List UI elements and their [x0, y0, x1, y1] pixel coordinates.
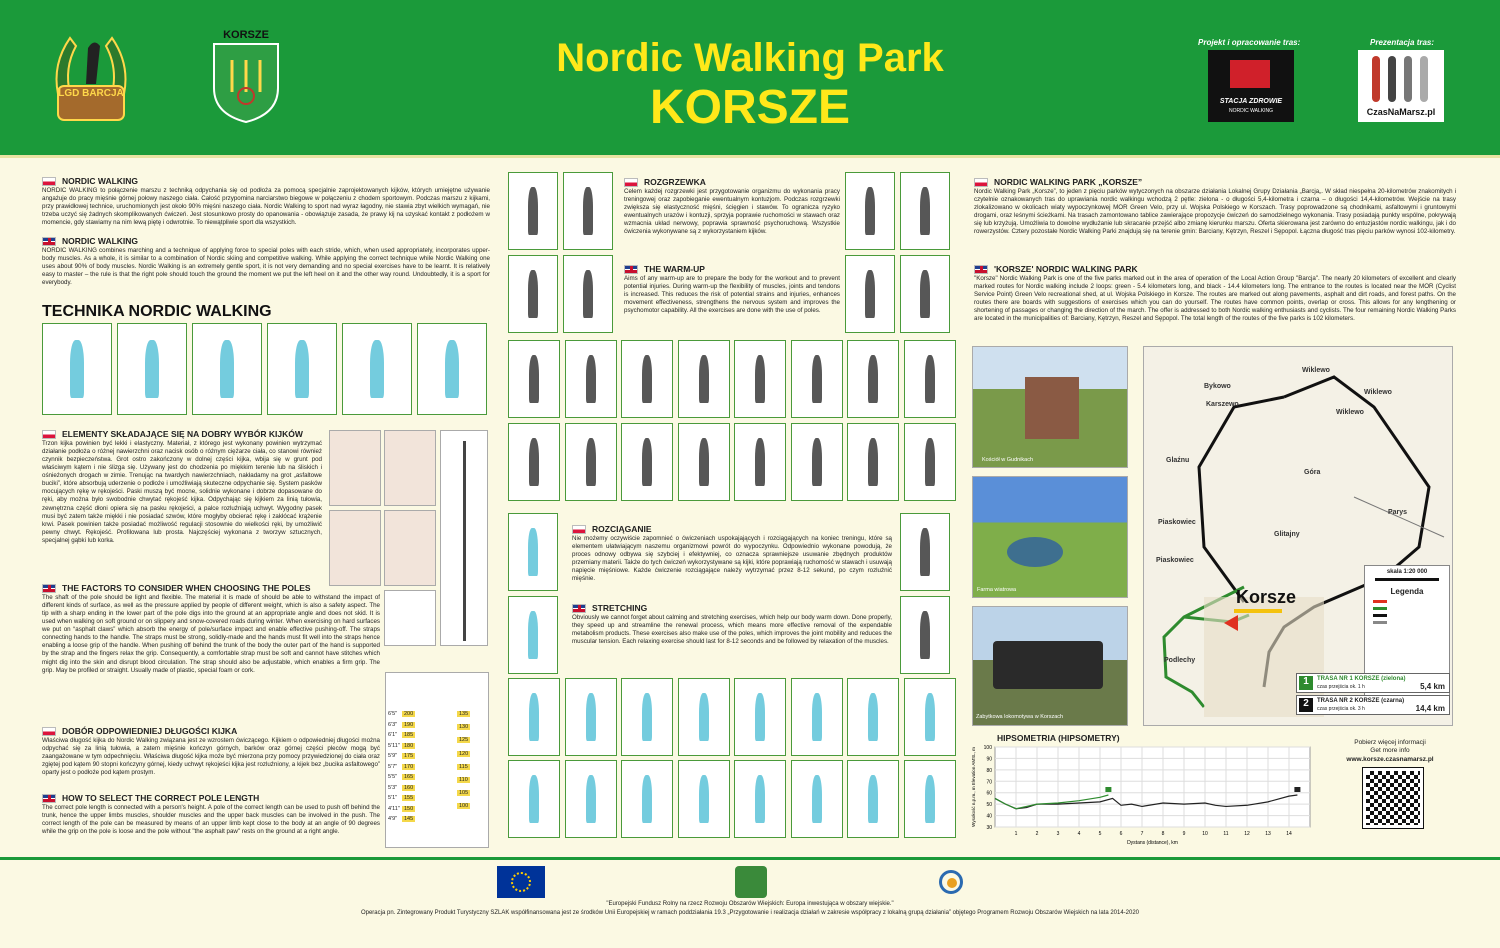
scale-value: 110 — [459, 777, 468, 783]
scale-value: 6'5" — [388, 711, 398, 717]
exercise-photo — [791, 423, 843, 501]
rozgrzewka-heading — [624, 177, 706, 187]
exercise-photo — [734, 760, 786, 838]
exercise-photo — [734, 340, 786, 418]
exercise-photo — [508, 678, 560, 756]
dobor-heading — [42, 726, 237, 736]
elementy-heading — [42, 429, 303, 439]
scale-value: 5'3" — [388, 784, 398, 791]
gb-flag-icon — [42, 237, 56, 246]
exercise-photo — [734, 678, 786, 756]
dobor-text: Właściwa długość kijka do Nordic Walking związana jest ze wzrostem ćwiczącego. Kijkiem o odpowiedniej długości można odpychać się za linią tułowia, a zatem mięśnie kończyn górnych, barków oraz górnej części pleców mogą być zaangażowane w tym odpechnięciu. Właściwa długość kijka może być mierzona przy pomocy przywiedzionej do ciała oraz zgiętej pod kątem 90 stopni kończyny górnej, kiedy uchwyt rękojeści kijka jest rozluźniony, a kijek bez „bucika asfaltowego” oparty jest o podłoże pod kątem prostym. — [42, 737, 380, 777]
pole-strap-photo — [384, 510, 436, 586]
legend-title: Legenda — [1390, 587, 1424, 596]
route1-number: 1 — [1299, 676, 1313, 690]
route1-name: TRASA NR 1 KORSZE (zielona) — [1317, 676, 1406, 682]
x-axis-label: Dystans (distance), km — [1127, 840, 1178, 846]
scale-value: 105 — [459, 790, 469, 797]
map-place-label: Glaźnu — [1166, 457, 1190, 464]
x-tick-label: 6 — [1119, 831, 1123, 837]
wind-farm-photo — [972, 476, 1128, 598]
scale-value: 175 — [404, 753, 414, 759]
route2-info — [1296, 695, 1450, 715]
exercise-photo — [904, 423, 956, 501]
stacja-sub: NORDIC WALKING — [1229, 108, 1273, 114]
map-place-label: Glitajny — [1274, 531, 1300, 538]
pole-grip-photo — [329, 430, 381, 506]
stretching-title: STRETCHING — [592, 603, 648, 613]
header-stripe — [0, 155, 1500, 158]
map-city-label: Korsze — [1236, 587, 1297, 607]
route1-length: 5,4 km — [1420, 682, 1445, 691]
exercise-photo — [508, 340, 560, 418]
rozciaganie-title: ROZCIĄGANIE — [592, 524, 652, 534]
exercise-photo — [845, 172, 895, 250]
stacja-zdrowie-logo — [1208, 50, 1294, 122]
park-pl-title: NORDIC WALKING PARK „KORSZE” — [994, 177, 1143, 187]
exercise-photo — [847, 760, 899, 838]
plot-area — [995, 747, 1310, 827]
technique-photo — [342, 323, 412, 415]
exercise-photo — [900, 172, 950, 250]
dobor-title: DOBÓR ODPOWIEDNIEJ DŁUGOŚCI KIJKA — [62, 726, 238, 736]
howto-text: The correct pole length is connected with a person's height. A pole of the correct length can be used to push off behind the trunk, hence the upper limbs muscles, shoulder muscles and the upper back muscles can be involved in the push. The correct length of the pole can be measured by means of an upper limb kept close to the body at an angle of 90 degrees while the grip on the pole is loose and the pole without "the asphalt paw" rests on the ground at a right angle. — [42, 804, 380, 836]
scale-label: skala 1:20 000 — [1386, 569, 1428, 575]
exercise-photo — [563, 172, 613, 250]
pl-flag-icon — [42, 430, 56, 439]
stacja-label: STACJA ZDROWIE — [1219, 98, 1283, 105]
rozciaganie-heading — [572, 524, 652, 534]
map-place-label: Parys — [1388, 509, 1408, 516]
pole-strap-photo — [329, 510, 381, 586]
lgd-barcja-logo — [50, 24, 132, 124]
park-pl-text: Nordic Walking Park „Korsze”, to jeden z pięciu parków wytyczonych na obszarze działania Lokalnej Grupy Działania „Barcja„. W skład niespełna 20-kilometrów znakomitych i czytelnie oznakowanych tras do uprawiania nordic walkingu wchodzą 2 pętle: zielona - o długości 5,4-kilometra i czarna – o długości 14,4-kilometrów. Wejście na trasy zlokalizowano w okolicach wiaty wypoczynkowej MOR Green Velo, przy ul. Wojska Polskiego w Korszach. Trasy poprowadzone są chodnikami, asfaltowymi i gruntowymi drogami, oraz leśnymi ścieżkami. Na trasach zamontowano tablice zawierające propozycje ćwiczeń do samodzielnego wykonania. Trasy posiadają punkty wspólne, pokrywają się lub krzyżują. Umożliwia to dowolne wydłużanie lub skracanie przejść albo zmianę kierunku marszu. Oferta skierowana jest zarówno do entuzjastów nordic walkingu, jak i do rowerzystów. Cztery pozostałe Nordic Walking Parki znajdują się na terenie gmin: Barciany, Kętrzyn, Reszel i Sępopol. Łączna długość tras pięciu parków wynosi 102-kilometry. — [974, 188, 1456, 236]
x-tick-label: 7 — [1140, 831, 1144, 837]
website-link[interactable]: www.korsze.czasnamarsz.pl — [1346, 756, 1434, 763]
page-title: Nordic Walking Park — [556, 36, 944, 80]
exercise-photo — [734, 423, 786, 501]
y-tick-label: 60 — [986, 790, 992, 797]
scale-value: 6'1" — [388, 732, 398, 738]
howto-heading — [42, 793, 259, 803]
exercise-photo — [791, 678, 843, 756]
technique-photo — [192, 323, 262, 415]
nw-pl-text: NORDIC WALKING to połączenie marszu z techniką odpychania się od podłoża za pomocą specjalnie zaprojektowanych kijków, których umiejętne używanie angażuje do pracy mięśnie górnej połowy naszego ciała. Całość przypomina narciarstwo biegowe w połączeniu z chodem sportowym. Podczas marszu z kijkami, przy prawidłowej technice, uruchomionych jest około 90% mięśni naszego ciała. Nordic Walking to sport nad wyraz łagodny, nie stawia zbyt wielkich wymagań, nie trzeba uczyć się żadnych skomplikowanych ćwiczeń. Jest stosunkowo prosty do opanowania - obowiązuje zasada, że prawy kij na uzyskać kontakt z podłożem w momencie, gdy stawiamy na nim lewą piętę i odwrotnie. To niewątpliwie sport dla wszystkich. — [42, 187, 490, 227]
gb-flag-icon — [42, 794, 56, 803]
scale-value: 115 — [459, 763, 468, 770]
scale-value: 165 — [404, 774, 414, 780]
footer-divider — [0, 857, 1500, 860]
map-place-label: Bykowo — [1204, 383, 1231, 390]
scale-value: 6'3" — [388, 721, 398, 728]
factors-heading — [42, 583, 311, 593]
pl-flag-icon — [42, 177, 56, 186]
czasnamarsz-logo — [1358, 50, 1444, 122]
y-axis-label: Wysokość n.p.m., m Elevation AMSL, m — [971, 747, 976, 827]
x-tick-label: 5 — [1098, 831, 1102, 837]
exercise-photo — [904, 678, 956, 756]
exercise-photo — [565, 760, 617, 838]
stretch-photo — [900, 513, 950, 591]
scale-value: 5'7" — [388, 763, 398, 770]
photo-caption: Zabytkowa lokomotywa w Korszach — [976, 714, 1064, 720]
photo-caption: Farma wiatrowa — [977, 587, 1017, 593]
scale-value: 150 — [404, 805, 414, 812]
scale-value: 135 — [459, 711, 469, 717]
pl-flag-icon — [572, 525, 586, 534]
nw-pl-heading — [42, 176, 138, 186]
scale-value: 190 — [404, 721, 414, 728]
exercise-photo — [563, 255, 613, 333]
exercise-photo — [791, 760, 843, 838]
x-tick-label: 4 — [1077, 831, 1081, 837]
map-place-label: Wiklewo — [1302, 367, 1330, 374]
nw-pl-title: NORDIC WALKING — [62, 176, 139, 186]
pl-flag-icon — [624, 178, 638, 187]
prezentacja-label: Prezentacja tras: — [1370, 38, 1435, 47]
route1-info — [1296, 673, 1450, 693]
korsze-coat-of-arms — [210, 28, 282, 124]
map-place-label: Karszewo — [1206, 401, 1239, 408]
scale-value: 160 — [404, 784, 414, 791]
czas-label: CzasNaMarsz.pl — [1366, 107, 1436, 117]
x-tick-label: 8 — [1161, 831, 1165, 837]
technika-title: TECHNIKA NORDIC WALKING — [42, 303, 272, 320]
technique-photo — [267, 323, 337, 415]
exercise-photo — [621, 760, 673, 838]
nw-en-heading — [42, 236, 138, 246]
x-tick-label: 2 — [1035, 831, 1039, 837]
exercise-photo — [678, 678, 730, 756]
exercise-photo — [904, 340, 956, 418]
scale-value: 155 — [404, 795, 414, 801]
nw-en-text: NORDIC WALKING combines marching and a technique of applying force to special poles with each stride, which, when used appropriately, incorporates upper-body muscles. As a whole, it is similar to a combination of Nordic skiing and competitive walking. While applying the correct technique while Nordic Walking one uses about 90% of body muscles. Nordic Walking is an extremely gentle sport, it is not very demanding and no special exercises have to be learnt. It is relatively easy to master – the rule is that the right pole should touch the ground the moment we put the left heel on it and the other way round. Undoubtedly, it is a sport for everybody. — [42, 247, 490, 287]
y-tick-label: 40 — [986, 813, 992, 820]
qr-code[interactable] — [1363, 768, 1423, 828]
map-place-label: Piaskowiec — [1156, 557, 1194, 564]
route2-number: 2 — [1299, 698, 1313, 712]
exercise-photo — [904, 760, 956, 838]
gb-flag-icon — [624, 265, 638, 274]
stretching-text: Obviously we cannot forget about calming and stretching exercises, which help our body warm down. Done properly, they speed up and streamline the renewal process, which means more effective removal of the expendable metabolism products. These exercises also make use of the poles, which improves the joint mobility and reduces the muscular tension. Each relaxing exercise should last for 8-12 seconds and be followed by relaxation of the muscles. — [572, 614, 892, 646]
elementy-title: ELEMENTY SKŁADAJĄCE SIĘ NA DOBRY WYBÓR KIJKÓW — [62, 429, 303, 439]
park-en-heading — [974, 264, 1138, 274]
exercise-photo — [508, 172, 558, 250]
exercise-photo — [565, 423, 617, 501]
page-subtitle: KORSZE — [649, 81, 850, 134]
map-place-label: Wiklewo — [1336, 409, 1364, 416]
eu-fund-text: "Europejski Fundusz Rolny na rzecz Rozwoju Obszarów Wiejskich: Europa inwestująca w obszary wiejskie." — [606, 901, 894, 907]
route1-time: czas przejścia ok. 1 h — [1317, 684, 1365, 690]
rozgrzewka-text: Celem każdej rozgrzewki jest przygotowanie organizmu do wykonania pracy treningowej oraz zapobieganie ewentualnym kontuzjom. Podczas rozgrzewki zwiększa się elastyczność mięśni, ścięgien i stawów. To ogranicza ryzyko ewentualnych urazów i kontuzji, sprzyja poprawie ruchomości w stawach oraz wzmacnia układ nerwowy, poprawia sprawność psychoruchową. Wszystkie ćwiczenia wykonywane są z wykorzystaniem kijków. — [624, 188, 840, 236]
exercise-photo — [508, 760, 560, 838]
hipso-title: HIPSOMETRIA (HIPSOMETRY) — [997, 733, 1120, 743]
park-en-text: "Korsze" Nordic Walking Park is one of the five parks marked out in the area of operation of the Local Action Group "Barcja". The nearly 20 kilometers of excellent and clearly marked routes for Nordic walking include 2 loops: green - 5.4 kilometers long, and black - 14.4 kilometers long. The entrance to the routes is located near the MOR (Cyclist Service Point) Green Velo recreational shed, at ul. Wojska Polskiego in Korsze. The routes are marked out along pavements, asphalt and dirt roads, and forest paths. On the routes there are boards with suggestions of exercises which you can do yourself. The routes have common points, overlap or cross. This allows for any lengthening or shortening of passages or changing the direction of the march. The offer is addressed to both Nordic walking enthusiasts and cyclists. The four remaining Nordic Walking Parks are located in the municipalities of: Barciany, Kętrzyn, Reszel and Sępopol. The total length of the routes of the five parks is 102 kilometers. — [974, 275, 1456, 323]
scale-value: 145 — [404, 816, 414, 822]
finish-flag-icon — [1105, 787, 1111, 792]
exercise-photo — [678, 760, 730, 838]
scale-value: 4'11" — [388, 805, 400, 812]
elementy-text: Trzon kijka powinien być lekki i elastyczny. Materiał, z którego jest wykonany powinien wytrzymać działanie podłoża o różnej nawierzchni oraz nacisk osób o różnym ciężarze ciała, co stanowi również czynnik bezpieczeństwa. Grot ostro zakończony w dolnej części kijka, wbija się w grunt pod właściwym kątem i nie ślizga się. Używany jest do chodzenia po miękkim terenie lub na śliskich i ośnieżonych drogach w zimie. Trenując na twardych nawierzchniach, nakładamy na grot „asfaltowe buciki”, które absorbują uderzenie o podłoże i umożliwiają skuteczne odpychanie się. System pasków mocujących rękę w rękojeści. Paski muszą być mocne, solidnie wykonane i dobrze dopasowane do ręki, aby można było swobodnie chwytać rękojeść kijka. Odpychając się kijkiem za linią tułowia, zewnętrzna część dłoni opiera się na pasku rękojeści, a palce rozluźniają uchwyt. Wygodny pasek musi być zatem także miękki i nie posiadać szwów, które mogłyby obcierać rękę i zakłócać krążenie krwi. Pasek powinien także posiadać możliwość regulacji stosownie do wielkości ręki, by umożliwić pewny chwyt. Rękojeść. Profilowana lub prosta. Najczęściej wykonana z tworzyw sztucznych, specjalnej gąbki lub korka. — [42, 440, 322, 544]
start-arrow-icon — [1224, 615, 1238, 631]
stretch-photo — [508, 513, 558, 591]
map-marker — [1234, 609, 1282, 613]
locomotive-photo — [972, 606, 1128, 726]
leader-logo — [735, 866, 767, 898]
rozciaganie-text: Nie możemy oczywiście zapomnieć o ćwiczeniach uspokajających i rozciągających na koniec treningu, które są elementem ułatwiającym naszemu organizmowi powrót do wypoczynku. Odpowiednio wykonane powodują, że proces odnowy odbywa się szybciej i efektywniej, co oznacza sprawniejsze usuwanie zbędnych produktów przemiany materii. Także do tych ćwiczeń wykorzystywane są kijki, które poprawiają ruchomość w stawach i usuwają napięcie mięśniowe. Każde ćwiczenie rozciągające należy wytrzymać przez 8-12 sekund, po czym rozluźnić mięśnie. — [572, 535, 892, 583]
scale-value: 130 — [459, 724, 469, 731]
technique-photo — [42, 323, 112, 415]
gb-flag-icon — [974, 265, 988, 274]
exercise-photo — [678, 340, 730, 418]
x-tick-label: 1 — [1014, 831, 1018, 837]
pole-full-photo — [440, 430, 488, 646]
operation-text: Operacja pn. Zintegrowany Produkt Turystyczny SZLAK współfinansowana jest ze środków Unii Europejskiej w ramach poddziałania 19.3 „Przygotowanie i realizacja działań w zakresie współpracy z lokalną grupą działania” objętego Programem Rozwoju Obszarów Wiejskich na lata 2014-2020 — [360, 910, 1140, 916]
exercise-photo — [565, 340, 617, 418]
exercise-photo — [621, 340, 673, 418]
x-tick-label: 14 — [1286, 831, 1292, 837]
pole-length-chart — [385, 672, 489, 848]
park-en-title: 'KORSZE' NORDIC WALKING PARK — [994, 264, 1138, 274]
scale-value: 185 — [404, 732, 414, 738]
x-tick-label: 3 — [1056, 831, 1060, 837]
route2-time: czas przejścia ok. 3 h — [1317, 706, 1365, 712]
scale-value: 180 — [404, 742, 414, 749]
y-tick-label: 100 — [983, 745, 992, 751]
route2-name: TRASA NR 2 KORSZE (czarna) — [1317, 698, 1405, 704]
pole-tip-photo — [384, 590, 436, 646]
y-tick-label: 90 — [986, 756, 992, 763]
warmup-title: THE WARM-UP — [644, 264, 705, 274]
scale-value: 5'11" — [388, 742, 400, 749]
projekt-label: Projekt i opracowanie tras: — [1198, 38, 1301, 47]
scale-bar — [1375, 578, 1439, 581]
factors-title: THE FACTORS TO CONSIDER WHEN CHOOSING THE POLES — [62, 583, 311, 593]
prow-logo — [935, 866, 975, 898]
pl-flag-icon — [974, 178, 988, 187]
map-place-label: Piaskowiec — [1158, 519, 1196, 526]
warmup-heading — [624, 264, 705, 274]
hipsometry-chart — [967, 741, 1317, 851]
more-info-en: Get more info — [1370, 747, 1410, 754]
gb-flag-icon — [42, 584, 56, 593]
exercise-photo — [508, 255, 558, 333]
x-tick-label: 11 — [1223, 831, 1229, 837]
x-tick-label: 12 — [1244, 831, 1250, 837]
park-pl-heading — [974, 177, 1142, 187]
finish-flag-icon — [1294, 787, 1300, 792]
exercise-photo — [847, 340, 899, 418]
exercise-photo — [621, 678, 673, 756]
x-tick-label: 9 — [1182, 831, 1186, 837]
x-tick-label: 13 — [1265, 831, 1271, 837]
exercise-photo — [508, 423, 560, 501]
eu-flag-logo — [497, 866, 545, 898]
more-info-pl: Pobierz więcej informacji — [1354, 739, 1426, 746]
rozgrzewka-title: ROZGRZEWKA — [644, 177, 706, 187]
warmup-text: Aims of any warm-up are to prepare the body for the workout and to prevent potential injuries. During warm-up the flexibility of muscles, joints and tendons is increased. This reduces the risk of potential strains and injuries, enhances movement effectiveness, strengthens the nervous system and improves the psychomotor capability. All the exercises are done with the use of poles. — [624, 275, 840, 315]
exercise-photo — [847, 423, 899, 501]
scale-value: 120 — [459, 750, 469, 757]
howto-title: HOW TO SELECT THE CORRECT POLE LENGTH — [62, 793, 260, 803]
scale-value: 170 — [404, 763, 414, 770]
exercise-photo — [900, 255, 950, 333]
technique-photo — [117, 323, 187, 415]
photo-caption: Kościół w Gudnikach — [982, 457, 1034, 463]
y-tick-label: 50 — [986, 802, 992, 809]
scale-value: 4'9" — [388, 816, 398, 822]
map-place-label: Podlechy — [1164, 657, 1196, 664]
scale-value: 5'5" — [388, 774, 398, 780]
map-place-label: Góra — [1304, 469, 1321, 476]
exercise-photo — [845, 255, 895, 333]
technique-photo — [417, 323, 487, 415]
route-map[interactable] — [1143, 346, 1453, 726]
exercise-photo — [621, 423, 673, 501]
factors-text: The shaft of the pole should be light and flexible. The material it is made of should be able to withstand the impact of different kinds of surface, as well as the pressure applied by people of different weight, which is also a safety aspect. The tip with a sharp ending in the lower part of the pole digs into the ground at an appropriate angle and does not skid. It is used when walking on soft ground or on slippery and snow-covered roads during winter. When exercising on hard surfaces we put on “asphalt claws” which absorb the energy of pole/surface impact and enable effective pushing-off. The straps connecting hands to the handle. The straps must be strong, solidly-made and the hands must fit well into the straps hence enabling a loose grip of the handle. When pushing off behind the trunk of the body the outer part of the hand is supported by the strap and the fingers relax the grip. Consequently, a comfortable strap must be soft and cannot have stitches which might dig into the skin and disrupt blood circulation. The strap should also be adjustable, which enables a firm grip. The grip. May be profiled or straight. Usually made of plastic, special foam or cork. — [42, 594, 380, 674]
pole-grip-photo — [384, 430, 436, 506]
scale-value: 200 — [404, 711, 414, 717]
y-tick-label: 80 — [986, 767, 992, 774]
y-tick-label: 30 — [986, 825, 992, 831]
stretch-photo — [508, 596, 558, 674]
scale-value: 125 — [459, 737, 469, 744]
stretching-heading — [572, 603, 647, 613]
exercise-photo — [565, 678, 617, 756]
y-tick-label: 70 — [986, 779, 992, 786]
route2-length: 14,4 km — [1415, 704, 1445, 713]
scale-value: 5'1" — [388, 795, 398, 801]
exercise-photo — [678, 423, 730, 501]
stretch-photo — [900, 596, 950, 674]
gb-flag-icon — [572, 604, 586, 613]
nw-en-title: NORDIC WALKING — [62, 236, 139, 246]
scale-value: 5'9" — [388, 753, 398, 759]
map-place-label: Wiklewo — [1364, 389, 1392, 396]
x-tick-label: 10 — [1202, 831, 1208, 837]
church-photo — [972, 346, 1128, 468]
korsze-logo-text: KORSZE — [223, 29, 269, 41]
scale-value: 100 — [459, 803, 469, 810]
exercise-photo — [847, 678, 899, 756]
exercise-photo — [791, 340, 843, 418]
pl-flag-icon — [42, 727, 56, 736]
lgd-logo-text: LGD BARCJA — [58, 88, 124, 99]
